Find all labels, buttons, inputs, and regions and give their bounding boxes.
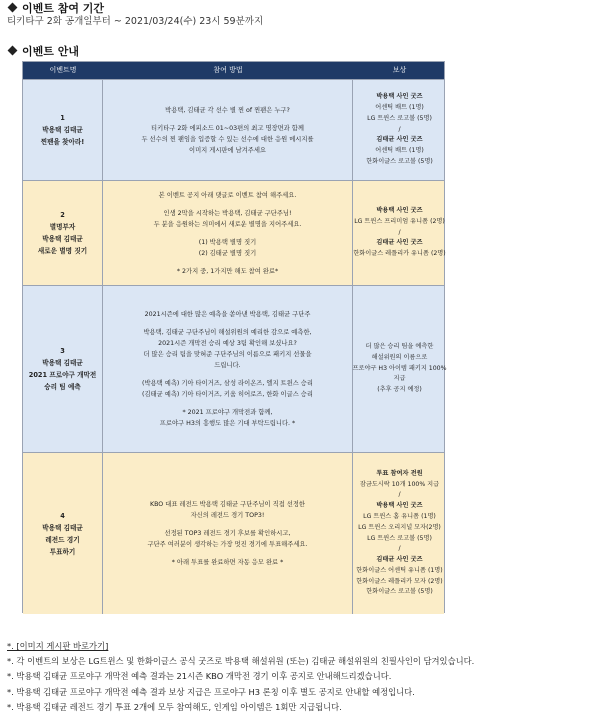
cell-text: 박용택 김태균 (42, 126, 83, 134)
cell-text: 인생 2막을 시작하는 박용택, 김태균 구단주님! (163, 209, 292, 217)
cell-text: 투표하기 (49, 547, 76, 556)
cell-text: 구단주 여러분이 생각하는 가장 멋진 경기에 투표해주세요. (147, 541, 308, 548)
cell-text: 한화이글스 레플리카 유니폼 (2명) (353, 250, 446, 258)
cell-text: / (398, 228, 401, 236)
cell-text: 한화이글스 로고볼 (5명) (366, 588, 433, 596)
cell-text: * 2021 프로야구 개막전과 함께, (182, 409, 273, 416)
cell-text: (1) 박용택 별명 짓기 (198, 238, 257, 246)
event-name-cell (23, 286, 103, 452)
cell-text: 프로야구 H3 아이템 패키지 100% (352, 364, 447, 372)
cell-text: 박용택, 김태균 구단주님이 해설위원의 예리한 감으로 예측한, (143, 329, 312, 336)
note-line: *. 박용택 김태균 프로야구 개막전 예측 결과는 21시즌 KBO 개막전 경기 이후 공지로 안내해드리겠습니다. (7, 671, 392, 682)
section-title-info (7, 43, 79, 59)
diamond-bullet-icon (8, 46, 18, 56)
table-row (23, 285, 447, 452)
reward-cell (353, 80, 446, 180)
cell-text: 해설위원의 이름으로 (371, 353, 428, 361)
cell-text: 박용택 김태균 (42, 359, 83, 367)
cell-text: LG 트윈스 프리미엄 유니폼 (2명) (354, 217, 445, 225)
cell-text: 박용택 사인 굿즈 (376, 93, 423, 101)
header-event-name: 이벤트명 (49, 66, 77, 74)
diamond-bullet-icon (8, 3, 18, 13)
cell-text: 한화이글스 레플리카 모자 (2명) (356, 577, 443, 585)
image-board-link[interactable]: *. [이미지 게시판 바로가기] (7, 641, 109, 651)
note-line: *. 박용택 김태균 레전드 경기 투표 2개에 모두 참여해도, 인게임 아이템은 1회만 지급됩니다. (7, 701, 342, 712)
cell-text: 박용택, 김태균 각 선수 별 찐 of 찐팬은 누구? (165, 106, 290, 114)
method-cell (103, 80, 353, 180)
event-name-cell (23, 181, 103, 285)
cell-text: 더 많은 승리 팀을 맞혀준 구단주님의 이름으로 패키지 선물을 (143, 351, 312, 358)
notes (7, 639, 474, 715)
note-line: *. 각 이벤트의 보상은 LG트윈스 및 한화이글스 공식 굿즈로 박용택 해설위원 (또는) 김태균 해설위원의 친필사인이 담겨있습니다. (7, 656, 475, 667)
cell-text: 승리 팀 예측 (44, 383, 81, 391)
header-method: 참여 방법 (213, 66, 243, 74)
info-title: 이벤트 안내 (22, 45, 79, 58)
cell-text: KBO 대표 레전드 박용택 김태균 구단주님이 직접 선정한 (149, 501, 306, 508)
cell-text: 새로운 별명 짓기 (37, 247, 88, 255)
cell-text: (박용택 예측) 기아 타이거즈, 삼성 라이온즈, 엘지 트윈스 승리 (142, 380, 313, 387)
cell-text: 두 분을 응원하는 의미에서 새로운 별명을 지어주세요. (153, 220, 302, 228)
table-row (23, 79, 444, 180)
cell-text: 김태균 사인 굿즈 (376, 136, 423, 144)
cell-text: 3 (60, 347, 65, 355)
cell-text: 2021시즌 개막전 승리 예상 3팀 확인해 보셨나요? (158, 340, 297, 347)
cell-text: / (398, 125, 401, 133)
note-line: *. 박용택 김태균 프로야구 개막전 예측 결과 보상 지급은 프로야구 H3 론칭 이후 별도 공지로 안내할 예정입니다. (7, 686, 415, 697)
cell-text: 잠금도시락 10개 100% 지급 (359, 480, 440, 488)
event-period-text: 티키타구 2화 공개일부터 ~ 2021/03/24(수) 23시 59분까지 (7, 16, 264, 27)
cell-text: 1 (60, 114, 65, 122)
reward-cell (353, 286, 446, 452)
cell-text: 투표 참여자 전원 (376, 469, 423, 477)
reward-cell (353, 181, 446, 285)
cell-text: 어센틱 배트 (1명) (375, 104, 424, 111)
cell-text: 자신의 레전드 경기 TOP3! (190, 512, 265, 519)
cell-text: / (398, 545, 401, 553)
cell-text: 더 많은 승리 팀을 예측한 (365, 343, 434, 350)
period-title: 이벤트 참여 기간 (22, 2, 105, 15)
cell-text: 레전드 경기 (45, 535, 80, 544)
cell-text: 티키타구 2화 에피소드 01~03편의 최고 명장면과 함께 (151, 124, 304, 132)
cell-text: 2 (60, 211, 65, 219)
reward-cell (353, 453, 446, 614)
header-reward: 보상 (392, 66, 407, 74)
cell-text: LG 트윈스 오리지널 모자(2명) (358, 523, 441, 531)
cell-text: LG 트윈스 홈 유니폼 (1명) (363, 512, 436, 520)
cell-text: 선정된 TOP3 레전드 경기 후보를 확인하시고, (164, 530, 291, 537)
cell-text: 지급 (393, 375, 406, 383)
cell-text: 한화이글스 로고볼 (5명) (366, 157, 433, 165)
table-header (23, 62, 444, 79)
cell-text: * 아래 투표를 완료하면 자동 응모 완료 * (171, 559, 284, 566)
cell-text: * 2가지 중, 1가지만 해도 참여 완료* (176, 267, 279, 275)
cell-text: 박용택 김태균 (42, 235, 83, 243)
cell-text: 두 선수의 찐 팬임을 입증할 수 있는 선수에 대한 응원 메시지를 (141, 135, 314, 143)
event-name-cell (23, 453, 103, 614)
cell-text: 박용택 사인 굿즈 (376, 207, 423, 214)
cell-text: LG 트윈스 로고볼 (5명) (367, 534, 432, 542)
cell-text: 어센틱 배트 (1명) (375, 147, 424, 155)
cell-text: (김태균 예측) 기아 타이거즈, 키움 히어로즈, 한화 이글스 승리 (142, 391, 313, 398)
cell-text: LG 트윈스 로고볼 (5명) (367, 114, 432, 122)
event-table (22, 61, 445, 613)
cell-text: 김태균 사인 굿즈 (376, 556, 423, 564)
cell-text: 드립니다. (214, 362, 241, 369)
event-name-cell (23, 80, 103, 180)
cell-text: 이미지 게시판에 남겨주세요 (189, 146, 266, 154)
cell-text: (추후 공지 예정) (377, 386, 422, 394)
cell-text: / (398, 491, 401, 499)
cell-text: 본 이벤트 공지 아래 댓글로 이벤트 참여 해주세요. (158, 191, 297, 199)
method-cell (103, 286, 353, 452)
cell-text: 4 (60, 511, 65, 520)
cell-text: 김태균 사인 굿즈 (376, 239, 423, 247)
cell-text: 2021 프로야구 개막전 (28, 371, 97, 379)
method-cell (103, 453, 353, 614)
table-row (23, 452, 444, 614)
cell-text: 프로야구 H3의 흥행도 많은 기대 부탁드립니다. * (159, 420, 296, 427)
cell-text: (2) 김태균 별명 짓기 (198, 249, 257, 257)
method-cell (103, 181, 353, 285)
cell-text: 2021시즌에 대한 많은 예측을 쏟아낸 박용택, 김태균 구단주 (144, 311, 311, 318)
cell-text: 박용택 사인 굿즈 (376, 502, 423, 510)
table-row (23, 180, 444, 285)
cell-text: 별명부자 (49, 223, 76, 231)
cell-text: 박용택 김태균 (42, 523, 83, 532)
cell-text: 찐팬을 찾아라! (40, 138, 85, 146)
cell-text: 한화이글스 어센틱 유니폼 (1명) (356, 566, 443, 574)
